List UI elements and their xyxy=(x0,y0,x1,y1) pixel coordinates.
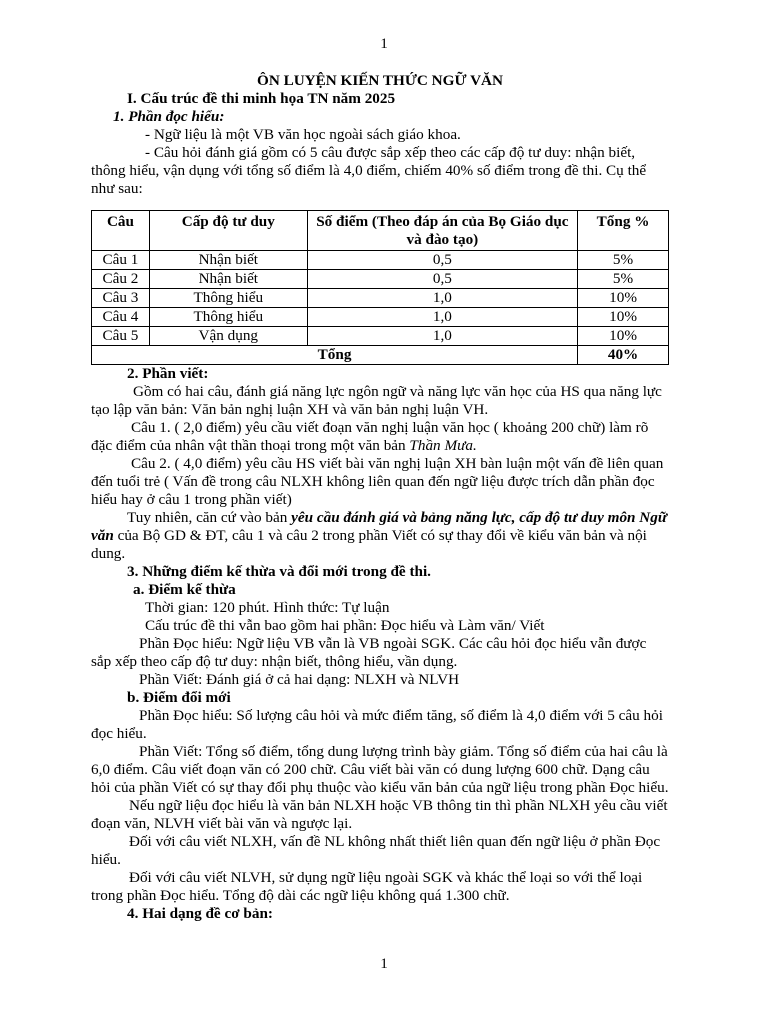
table-row xyxy=(92,289,669,308)
table-cell: Nhận biết xyxy=(149,270,307,289)
table-cell: Thông hiểu xyxy=(149,308,307,327)
table-row xyxy=(92,251,669,270)
part1-heading: 1. Phần đọc hiểu: xyxy=(113,108,225,125)
part3a-line-3: Phần Đọc hiểu: Ngữ liệu VB vẫn là VB ngoài SGK. Các câu hỏi đọc hiểu vẫn được sắp xếp theo cấp độ tư duy: nhận biết, thông hiểu, vần dụng. xyxy=(91,635,647,670)
table-header-cell: Câu xyxy=(92,211,150,251)
part2-paragraph-1: Gồm có hai câu, đánh giá năng lực ngôn ngữ và năng lực văn học của HS qua năng lực tạo lập văn bản: Văn bản nghị luận XH và văn bản nghị luận VH. xyxy=(91,383,662,418)
part3b-heading: b. Điểm đổi mới xyxy=(127,689,231,706)
part3b-line-1: Phần Đọc hiểu: Số lượng câu hỏi và mức điểm tăng, số điểm là 4,0 điểm với 5 câu hỏi đọc hiểu. xyxy=(91,707,663,742)
part2-paragraph-4-b: của Bộ GD & ĐT, câu 1 và câu 2 trong phần Viết có sự thay đổi về kiểu văn bản và nội dung. xyxy=(91,527,647,562)
document-body xyxy=(91,72,669,923)
part3a-line-1: Thời gian: 120 phút. Hình thức: Tự luận xyxy=(145,599,390,616)
part3-heading: 3. Những điểm kế thừa và đổi mới trong đề thi. xyxy=(127,563,431,580)
table-cell: Câu 5 xyxy=(92,327,150,346)
table-header-cell: Tổng % xyxy=(578,211,669,251)
table-cell: 10% xyxy=(578,308,669,327)
part2-paragraph-4-emphasis: yêu cầu đánh giá và bảng năng lực, cấp độ tư duy môn Ngữ văn xyxy=(91,509,667,544)
table-cell: Câu 3 xyxy=(92,289,150,308)
table-header-cell: Số điểm (Theo đáp án của Bọ Giáo dục và đào tạo) xyxy=(307,211,577,251)
page-number-bottom: 1 xyxy=(380,955,388,972)
table-cell: 1,0 xyxy=(307,308,577,327)
table-cell: 10% xyxy=(578,289,669,308)
table-cell: 0,5 xyxy=(307,270,577,289)
part2-paragraph-4-a: Tuy nhiên, căn cứ vào bản xyxy=(127,509,292,526)
table-cell: Nhận biết xyxy=(149,251,307,270)
part2-paragraph-3: Câu 2. ( 4,0 điểm) yêu cầu HS viết bài văn nghị luận XH bàn luận một vấn đề liên quan đến tuổi trẻ ( Vấn đề trong câu NLXH không liên quan đến ngữ liệu được trích dẫn phần đọc hiểu hay ở câu 1 trong phần viết) xyxy=(91,455,664,508)
table-header-cell: Cấp độ tư duy xyxy=(149,211,307,251)
table-cell: Thông hiểu xyxy=(149,289,307,308)
page-number-top: 1 xyxy=(380,35,388,52)
table-cell: Câu 2 xyxy=(92,270,150,289)
table-cell: 0,5 xyxy=(307,251,577,270)
part2-paragraph-2 xyxy=(91,419,669,455)
part3b-line-4: Đối với câu viết NLXH, vấn đề NL không nhất thiết liên quan đến ngữ liệu ở phần Đọc hiểu. xyxy=(91,833,661,868)
table-cell: Vận dụng xyxy=(149,327,307,346)
table-cell: 1,0 xyxy=(307,327,577,346)
part2-paragraph-2-italic: Thần Mưa. xyxy=(409,437,477,454)
table-header-row xyxy=(92,211,669,251)
table-row xyxy=(92,308,669,327)
score-table xyxy=(91,210,669,365)
table-row xyxy=(92,270,669,289)
table-row xyxy=(92,327,669,346)
part1-line-2: - Câu hỏi đánh giá gồm có 5 câu được sắp xếp theo các cấp độ tư duy: nhận biết, thông hiểu, vận dụng với tổng số điểm là 4,0 điểm, chiếm 40% số điểm trong đề thi. Cụ thể như sau: xyxy=(91,144,647,197)
table-cell: Câu 4 xyxy=(92,308,150,327)
part4-heading: 4. Hai dạng đề cơ bản: xyxy=(127,905,273,922)
part3a-heading: a. Điểm kế thừa xyxy=(133,581,236,598)
table-cell: 10% xyxy=(578,327,669,346)
part2-paragraph-4 xyxy=(91,509,669,563)
part1-line-1: - Ngữ liệu là một VB văn học ngoài sách giáo khoa. xyxy=(145,126,461,143)
part3b-line-2: Phần Viết: Tổng số điểm, tổng dung lượng trình bày giảm. Tổng số điểm của hai câu là 6,0 điểm. Câu viết đoạn văn có 200 chữ. Câu viết bài văn có dung lượng 600 chữ. Dạng câu hỏi của phần Viết có sự thay đổi phụ thuộc vào kiểu văn bản của ngữ liệu trong phần Đọc hiểu. xyxy=(91,743,669,796)
table-cell: Câu 1 xyxy=(92,251,150,270)
table-cell: 1,0 xyxy=(307,289,577,308)
part2-paragraph-2-text: Câu 1. ( 2,0 điểm) yêu cầu viết đoạn văn nghị luận văn học ( khoảng 200 chữ) làm rõ đặc điểm của nhân vật thần thoại trong một văn bản xyxy=(91,419,649,454)
part3b-line-3: Nếu ngữ liệu đọc hiểu là văn bản NLXH hoặc VB thông tin thì phần NLXH yêu cầu viết đoạn văn, NLVH viết bài văn và ngược lại. xyxy=(91,797,668,832)
part3b-line-5: Đối với câu viết NLVH, sử dụng ngữ liệu ngoài SGK và khác thể loại so với thể loại trong phần Đọc hiểu. Tổng độ dài các ngữ liệu không quá 1.300 chữ. xyxy=(91,869,643,904)
part3a-line-4: Phần Viết: Đánh giá ở cả hai dạng: NLXH và NLVH xyxy=(139,671,460,688)
table-cell: 5% xyxy=(578,251,669,270)
part3a-line-2: Cấu trúc đề thi vẫn bao gồm hai phần: Đọc hiểu và Làm văn/ Viết xyxy=(145,617,545,634)
table-total-label: Tổng xyxy=(92,346,578,365)
table-total-row xyxy=(92,346,669,365)
section-heading-1: I. Cấu trúc đề thi minh họa TN năm 2025 xyxy=(127,90,396,107)
table-cell: 5% xyxy=(578,270,669,289)
part2-heading: 2. Phần viết: xyxy=(127,365,209,382)
table-total-value: 40% xyxy=(578,346,669,365)
document-title: ÔN LUYỆN KIẾN THỨC NGỮ VĂN xyxy=(257,72,503,89)
